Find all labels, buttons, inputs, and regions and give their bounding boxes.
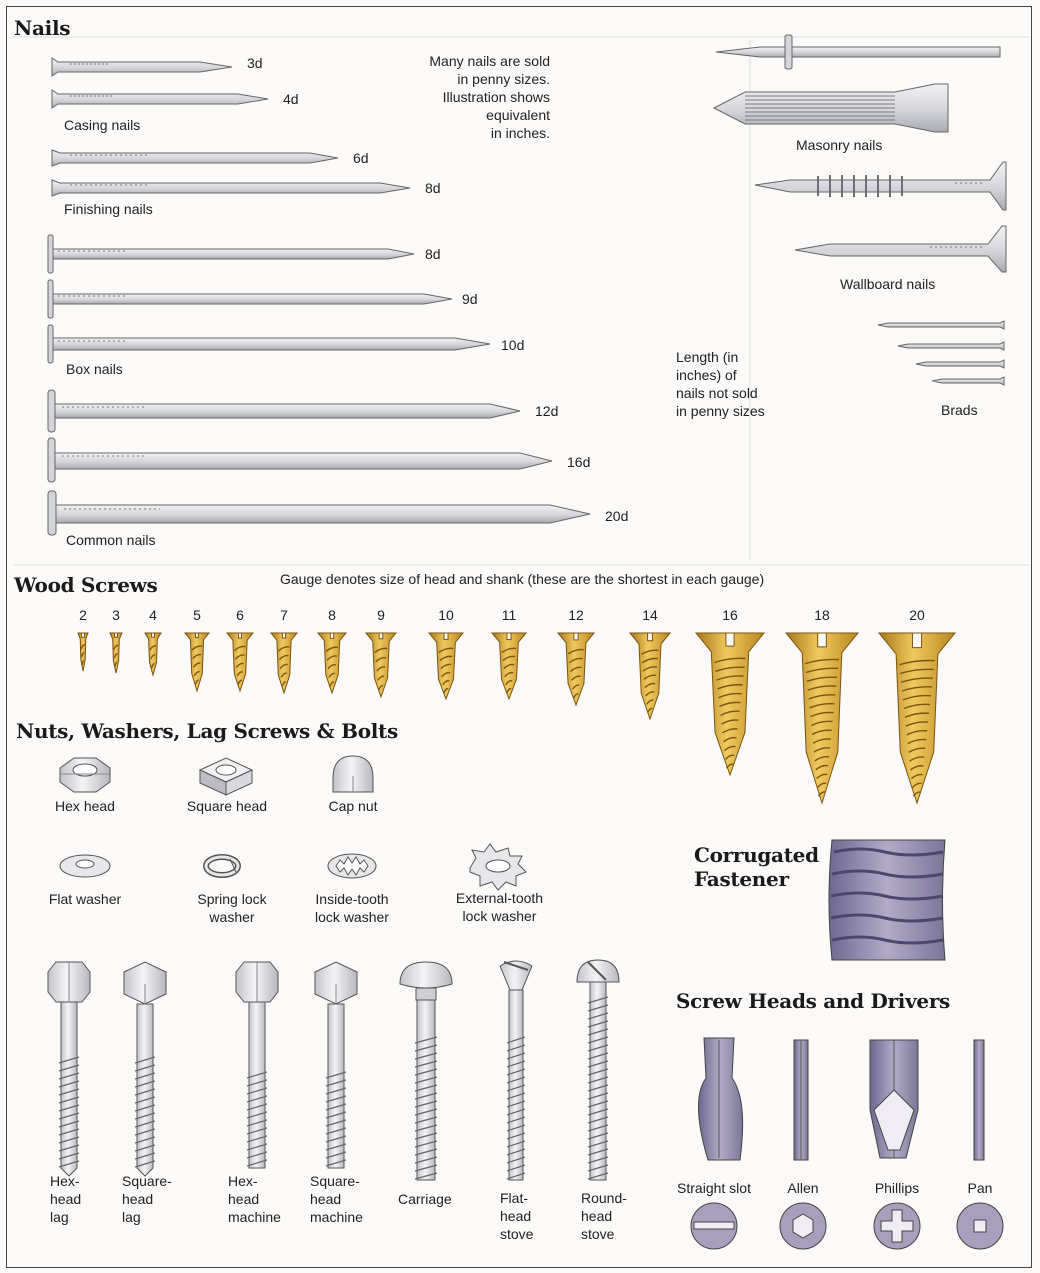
gauge-label-12: 12 [568, 607, 584, 623]
label-flat-head-stove: Flat- head stove [500, 1190, 534, 1242]
label-hex-head: Hex head [55, 798, 115, 814]
label-carriage: Carriage [398, 1191, 452, 1207]
label-casing-nails: Casing nails [64, 117, 141, 133]
size-common-20d: 20d [605, 508, 629, 524]
size-box-8d: 8d [425, 246, 441, 262]
label-common-nails: Common nails [66, 532, 156, 548]
brads [878, 321, 1004, 385]
corrugated-fastener [829, 840, 945, 960]
gauge-label-9: 9 [377, 607, 385, 623]
wood-screw-gauge-3 [110, 633, 122, 673]
gauge-label-11: 11 [501, 607, 517, 623]
size-common-16d: 16d [567, 454, 591, 470]
nail-common-16d [48, 438, 552, 482]
note-length-inches: Length (in inches) of nails not sold in penny sizes [676, 349, 765, 419]
label-phillips: Phillips [874, 1180, 920, 1196]
gauge-label-18: 18 [814, 607, 830, 623]
screw-head-phillips [874, 1203, 920, 1249]
size-common-12d: 12d [535, 403, 559, 419]
label-hex-head-lag: Hex- head lag [50, 1173, 82, 1225]
nail-common-12d [48, 390, 520, 432]
wood-screw-gauge-5 [185, 633, 209, 691]
cap-nut [333, 756, 373, 792]
bolt-shank-3 [247, 1002, 267, 1168]
label-wallboard-nails: Wallboard nails [840, 276, 936, 292]
label-box-nails: Box nails [66, 361, 123, 377]
size-casing-4d: 4d [283, 91, 299, 107]
bolt-shank-6 [507, 990, 525, 1180]
hex-nut [60, 758, 110, 792]
nail-wallboard-1 [755, 162, 1006, 210]
gauge-label-8: 8 [328, 607, 336, 623]
nail-casing-4d [52, 90, 268, 108]
note-penny-sizes: Many nails are sold in penny sizes. Illustration shows equivalent in inches. [429, 53, 550, 141]
heading-nails: Nails [14, 16, 71, 40]
nail-wallboard-2 [795, 226, 1006, 272]
gauge-label-16: 16 [722, 607, 738, 623]
label-masonry-nails: Masonry nails [796, 137, 883, 153]
heading-wood-screws: Wood Screws [14, 573, 158, 597]
bolt-shank-5 [415, 1000, 437, 1180]
label-straight-slot: Straight slot [677, 1180, 751, 1196]
gauge-label-14: 14 [642, 607, 658, 623]
heading-screw-heads-drivers: Screw Heads and Drivers [676, 989, 951, 1013]
wood-screw-gauge-2 [78, 633, 88, 671]
wood-screw-gauge-12 [558, 633, 594, 705]
label-finishing-nails: Finishing nails [64, 201, 153, 217]
size-box-9d: 9d [462, 291, 478, 307]
nail-box-9d [48, 280, 452, 318]
inside-tooth-lock-washer [328, 854, 376, 878]
wood-screw-gauge-8 [318, 633, 346, 693]
heading-corrugated-fastener: Corrugated Fastener [694, 843, 819, 891]
wood-screw-gauge-18 [786, 633, 858, 803]
size-box-10d: 10d [501, 337, 525, 353]
bolt-shank-1 [59, 1002, 79, 1176]
nail-box-8d [48, 235, 414, 273]
bolts-row [59, 982, 608, 1180]
square-nut [200, 758, 252, 795]
nail-box-10d [48, 325, 490, 363]
label-hex-head-machine: Hex- head machine [228, 1173, 281, 1225]
label-square-head-lag: Square- head lag [122, 1173, 172, 1225]
label-allen: Allen [787, 1180, 819, 1196]
bolt-shank-4 [326, 1004, 346, 1168]
nail-finishing-8d [52, 180, 410, 196]
nail-finishing-6d [52, 150, 338, 166]
flat-washer [60, 855, 110, 877]
size-finishing-8d: 8d [425, 180, 441, 196]
nail-common-20d [48, 491, 590, 535]
label-square-head: Square head [186, 798, 268, 814]
gauge-label-7: 7 [280, 607, 288, 623]
bolt-shank-2 [135, 1004, 155, 1176]
bolt-heads [48, 960, 619, 1004]
gauge-label-5: 5 [193, 607, 201, 623]
driver-phillips [870, 1040, 918, 1158]
spring-lock-washer [206, 857, 238, 875]
wood-screw-gauge-4 [145, 633, 161, 675]
nail-casing-3d [52, 58, 232, 76]
gauge-label-3: 3 [112, 607, 120, 623]
label-round-head-stove: Round- head stove [581, 1190, 627, 1242]
wood-screw-gauge-7 [271, 633, 297, 693]
label-brads: Brads [941, 402, 978, 418]
size-finishing-6d: 6d [353, 150, 369, 166]
wood-screw-gauge-9 [366, 633, 396, 697]
heading-nuts-washers-lag-screws-bolts: Nuts, Washers, Lag Screws & Bolts [16, 719, 398, 743]
wood-screw-gauge-14 [630, 633, 670, 719]
screw-head-allen [780, 1203, 826, 1249]
gauge-label-10: 10 [438, 607, 454, 623]
wood-screw-gauge-6 [227, 633, 253, 691]
wood-screw-gauge-10 [429, 633, 463, 699]
label-spring-lock-washer: Spring lock washer [197, 891, 267, 925]
gauge-label-20: 20 [909, 607, 925, 623]
external-tooth-lock-washer [470, 844, 526, 890]
note-gauge: Gauge denotes size of head and shank (these are the shortest in each gauge) [280, 571, 765, 587]
nail-masonry-2 [714, 84, 948, 132]
driver-allen [794, 1040, 808, 1160]
gauge-label-2: 2 [79, 607, 87, 623]
label-flat-washer: Flat washer [48, 891, 122, 907]
bolt-shank-7 [588, 982, 608, 1180]
size-casing-3d: 3d [247, 55, 263, 71]
wood-screw-gauge-20 [879, 633, 955, 803]
label-cap-nut: Cap nut [328, 798, 378, 814]
gauge-label-6: 6 [236, 607, 244, 623]
screw-head-pan [957, 1203, 1003, 1249]
driver-pan [974, 1040, 984, 1160]
screw-head-slot [691, 1203, 737, 1249]
gauge-label-4: 4 [149, 607, 157, 623]
wood-screw-gauge-11 [492, 633, 526, 699]
driver-straight-slot [698, 1038, 742, 1160]
nail-masonry-1 [716, 35, 1000, 69]
label-inside-tooth-lock-washer: Inside-tooth lock washer [315, 891, 389, 925]
label-pan: Pan [967, 1180, 993, 1196]
label-square-head-machine: Square- head machine [310, 1173, 363, 1225]
label-external-tooth-lock-washer: External-tooth lock washer [455, 890, 544, 924]
wood-screw-gauge-16 [696, 633, 764, 775]
